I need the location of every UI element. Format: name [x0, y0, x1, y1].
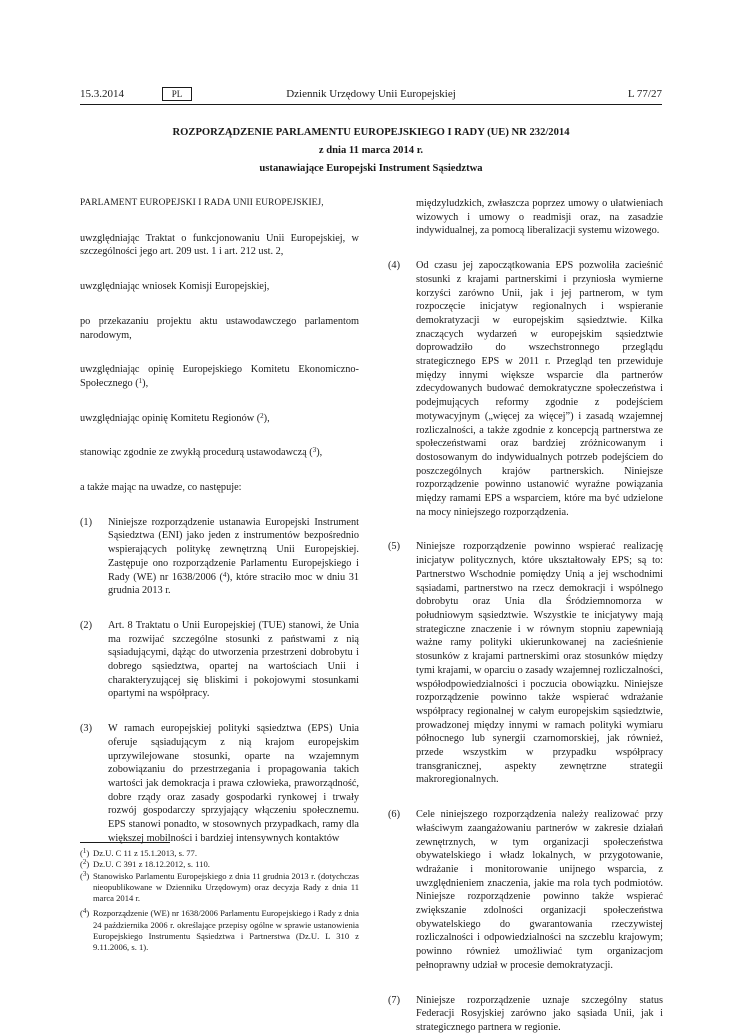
citation-commission: uwzględniając wniosek Komisji Europejskiej, — [80, 281, 270, 293]
footnote-2: ($^2$) Dz.U. C 391 z 18.12.2012, s. 110. — [80, 858, 210, 870]
title-line-date: z dnia 11 marca 2014 r. — [318, 145, 424, 156]
recital-number: (3) — [80, 723, 93, 735]
recital-number: (7) — [388, 994, 401, 1006]
footnote-3: ($^3$) Stanowisko Parlamentu Europejskiego z dnia 11 grudnia 2013 r. (dotychczas nieopublikowane w Dzienniku Urzędowym) oraz decyzja Rady z dnia 11 marca 2014 r. — [80, 869, 359, 904]
recital-7: (7) Niniejsze rozporządzenie uznaje szczególny status Federacji Rosyjskiej zarówno jako sąsiada Unii, jak i strategicznego partnera w regionie. — [388, 994, 663, 1033]
recital-number: (2) — [80, 619, 93, 631]
left-column — [80, 197, 359, 846]
recitals-intro: a także mając na uwadze, co następuje: — [80, 482, 242, 494]
recital-3: (3) W ramach europejskiej polityki sąsiedztwa (EPS) Unia oferuje sąsiadującym z nią krajom europejskim uprzywilejowane stosunki, oparte na wzajemnym zobowiązaniu do przestrzegania i propagowania takich wartości jak demokracja i prawa człowieka, praworządność, dobre rządy oraz zasady gospodarki rynkowej i trwały rozwój gospodarczy sprzyjający włączeniu społecznemu. EPS stanowi ponadto, w stosownych przypadkach, ramy dla większej mobilności i bardziej intensywnych kontaktów — [80, 723, 359, 844]
citation-national-parliaments: po przekazaniu projektu aktu ustawodawczego parlamentom narodowym, — [80, 315, 359, 341]
footnote-4: ($^4$) Rozporządzenie (WE) nr 1638/2006 Parlamentu Europejskiego i Rady z dnia 24 października 2006 r. określające przepisy ogólne w sprawie ustanowienia Europejskiego Instrumentu Sąsiedztwa i Partnerstwa (Dz.U. L 310 z 9.11.2006, s. 1). — [80, 907, 359, 953]
header-rule — [80, 104, 662, 105]
journal-title: Dziennik Urzędowy Unii Europejskiej — [286, 88, 456, 100]
publication-date: 15.3.2014 — [80, 88, 124, 100]
footnote-ref: 2 — [260, 411, 264, 420]
page-header — [80, 86, 662, 102]
document-title — [80, 124, 662, 178]
footnote-ref: 4 — [222, 570, 227, 579]
recital-number: (5) — [388, 541, 401, 553]
right-column — [388, 197, 663, 1035]
citation-eesc: uwzględniając opinię Europejskiego Komitetu Ekonomiczno-Społecznego ($^1$), — [80, 364, 359, 389]
footnote-ref: 3 — [312, 446, 317, 455]
recital-number: (4) — [388, 260, 401, 272]
title-line-regulation: ROZPORZĄDZENIE PARLAMENTU EUROPEJSKIEGO I RADY (UE) NR 232/2014 — [172, 127, 570, 138]
footnotes — [80, 848, 359, 954]
citation-committee-regions: uwzględniając opinię Komitetu Regionów ($^2$), — [80, 411, 270, 424]
page-number: L 77/27 — [627, 88, 662, 100]
title-line-subject: ustanawiające Europejski Instrument Sąsiedztwa — [259, 163, 483, 174]
recital-4: (4) Od czasu jej zapoczątkowania EPS pozwoliła zacieśnić stosunki z krajami partnerskimi i przyniosła wymierne korzyści zarówno Unii, jak i jej partnerom, w tym rozpoczęcie inicjatyw regionalnych i wspieranie demokratyzacji w europejskim sąsiedztwie. Kilka znaczących wydarzeń w europejskim sąsiedztwie doprowadziło do wszechstronnego przeglądu strategicznego EPS w 2011 r. Przegląd ten przewiduje między innymi większe wsparcie dla partnerów zdecydowanych budować demokratyczne społeczeństwa i podejmujących reformy zgodnie z podejściem motywacyjnym („więcej za więcej”) i zasadą wzajemnej rozliczalności, a także zgodnie z koncepcją partnerstwa ze społeczeństwami oraz bardziej zróżnicowanym i dostosowanym do indywidualnych potrzeb podejściem do poszczególnych krajów partnerskich. Niniejsze rozporządzenie powinno ustanowić wyraźne powiązania między ramami EPS a wsparciem, które ma być udzielone na mocy niniejszego rozporządzenia. — [388, 260, 663, 518]
footnote-separator — [80, 842, 170, 843]
recital-2: (2) Art. 8 Traktatu o Unii Europejskiej (TUE) stanowi, że Unia ma rozwijać szczególne stosunki z państwami z nią sąsiadującymi, dążąc do utworzenia przestrzeni dobrobytu i dobrego sąsiedztwa, opartej na wartościach Unii i charakteryzującej się bliskimi i pokojowymi stosunkami opartymi na współpracy. — [80, 619, 359, 700]
enacting-parties: PARLAMENT EUROPEJSKI I RADA UNII EUROPEJSKIEJ, — [80, 198, 324, 208]
recital-3-continued: międzyludzkich, zwłaszcza poprzez umowy o ułatwieniach wizowych i umowy o readmisji oraz, na zasadzie indywidualnej, za pomocą liberalizacji systemu wizowego. — [416, 198, 663, 237]
recital-1: (1) Niniejsze rozporządzenie ustanawia Europejski Instrument Sąsiedztwa (ENI) jako jeden z instrumentów bezpośrednio wspierających politykę zewnętrzną Unii Europejskiej. Zastępuje ono rozporządzenie Parlamentu Europejskiego i Rady (WE) nr 1638/2006 ($^4$), które straciło moc w dniu 31 grudnia 2013 r. — [80, 516, 359, 597]
recital-6: (6) Cele niniejszego rozporządzenia należy realizować przy właściwym zaangażowaniu partnerów w zakresie działań zewnętrznych, w tym organizacji społeczeństwa obywatelskiego i władz lokalnych, w przygotowanie, wdrażanie i monitorowanie unijnego wsparcia, z uwzględnieniem znaczenia, jakie ma rola tych podmiotów. Niniejsze rozporządzenie powinno także wspierać zwiększanie zdolności organizacji społeczeństwa obywatelskiego do gwarantowania rzeczywistej rozliczalności i odpowiedzialności na szczeblu krajowym; powinno również umożliwiać tym organizacjom pełnoprawny udział w procesie demokratyzacji. — [388, 809, 663, 971]
recital-number: (1) — [80, 516, 93, 528]
citation-procedure: stanowiąc zgodnie ze zwykłą procedurą ustawodawczą ($^3$), — [80, 446, 323, 459]
footnote-ref: 1 — [138, 376, 143, 385]
footnote-1: ($^1$) Dz.U. C 11 z 15.1.2013, s. 77. — [80, 847, 197, 858]
recital-number: (6) — [388, 809, 401, 821]
recital-5: (5) Niniejsze rozporządzenie powinno wspierać realizację inicjatyw politycznych, które ukształtowały EPS; są to: Partnerstwo Wschodnie pomiędzy Unią a jej wschodnimi sąsiadami, partnerstwo na rzecz demokracji i wspólnego dobrobytu oraz Unia dla Śródziemnomorza w południowym sąsiedztwie. Wszystkie te inicjatywy mają strategiczne znaczenie i w równym stopniu zapewniają ważne ramy polityki ukierunkowanej na zacieśnienie stosunków z krajami partnerskimi oraz stosunków między tymi krajami, w oparciu o zasady wzajemnej rozliczalności, współodpowiedzialności i poczucia obowiązku. Niniejsze rozporządzenie powinno także wspierać wdrażanie współpracy regionalnej w całym europejskim sąsiedztwie, prowadzonej między innymi w ramach polityki wymiaru północnego lub synergii czarnomorskiej, jak również, przede wszystkim w przypadku współpracy transgranicznej, aspekty zewnętrzne strategii makroregionalnych. — [388, 541, 663, 786]
citation-treaty: uwzględniając Traktat o funkcjonowaniu Unii Europejskiej, w szczególności jego art. 209 ust. 1 i art. 212 ust. 2, — [80, 232, 359, 258]
language-badge: PL — [162, 87, 192, 101]
